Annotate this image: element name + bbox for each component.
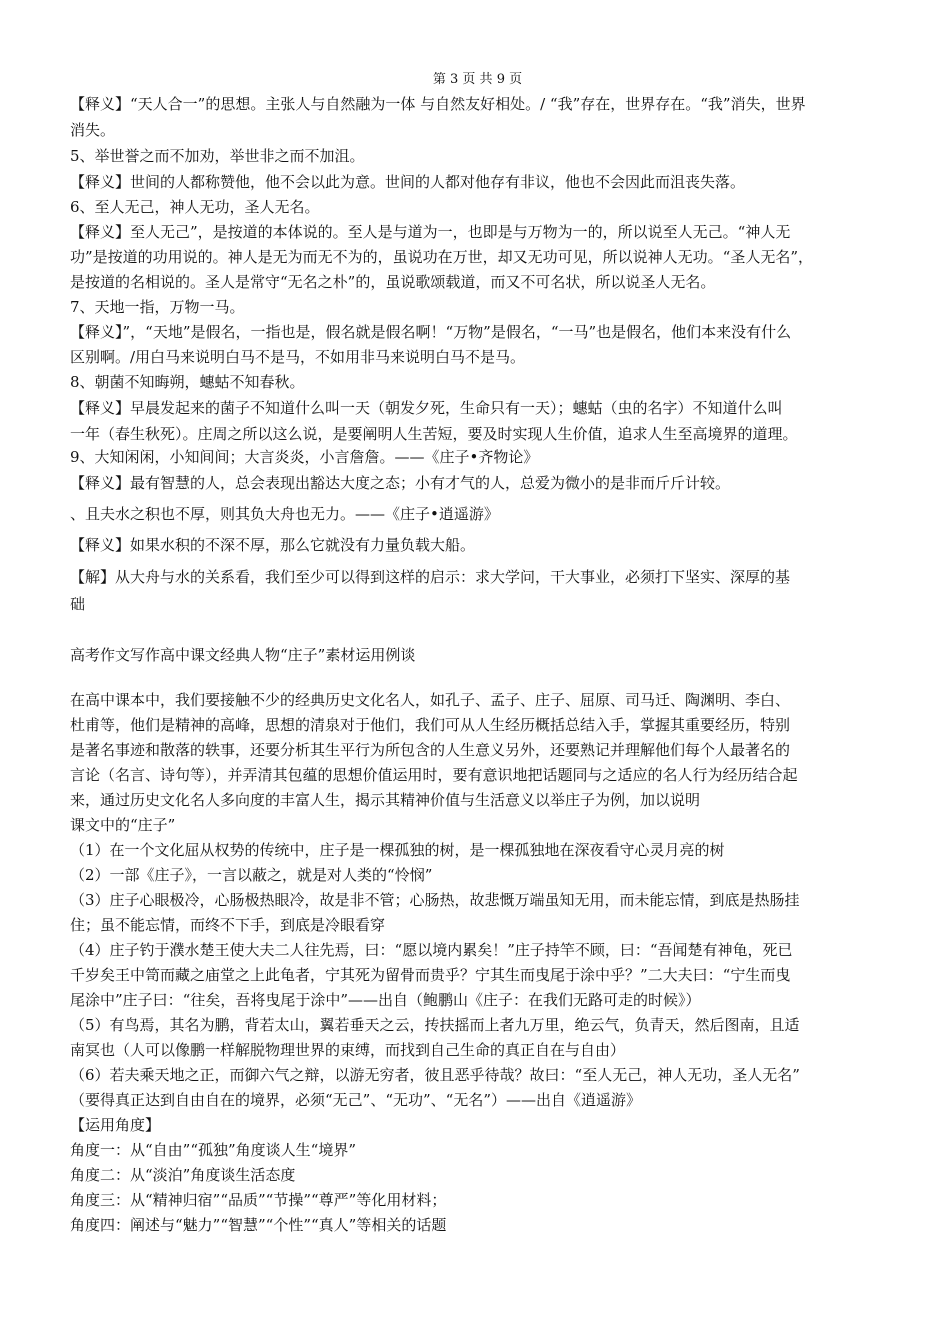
paragraph-line: 一年（春生秋死）。庄周之所以这么说，是要阐明人生苦短，要及时实现人生价值，追求人生至高境界的道理。 (70, 425, 798, 443)
paragraph-line: （6）若夫乘天地之正，而御六气之辩，以游无穷者，彼且恶乎待哉？故曰：“至人无己，神人无功，圣人无名” (70, 1066, 800, 1084)
paragraph-line: 7、天地一指，万物一马。 (70, 298, 245, 316)
paragraph-line: 【释义】至人无己”，是按道的本体说的。至人是与道为一，也即是与万物为一的，所以说至人无己。“神人无 (70, 223, 791, 241)
paragraph-line: 9、大知闲闲，小知间间；大言炎炎，小言詹詹。——《庄子•齐物论》 (70, 448, 539, 466)
paragraph-line: 8、朝菌不知晦朔，蟪蛄不知春秋。 (70, 373, 305, 391)
paragraph-line: （4）庄子钓于濮水楚王使大夫二人往先焉，曰：“愿以境内累矣！”庄子持竿不顾，曰：“吾闻楚有神龟，死已 (70, 941, 793, 959)
paragraph-line: 【解】从大舟与水的关系看，我们至少可以得到这样的启示：求大学问，干大事业，必须打下坚实、深厚的基 (70, 568, 791, 586)
paragraph-line: 【释义】”，“天地”是假名，一指也是，假名就是假名啊！“万物”是假名，“一马”也是假名，他们本来没有什么 (70, 323, 792, 341)
paragraph-line: 言论（名言、诗句等），并弄清其包蕴的思想价值运用时，要有意识地把话题同与之适应的名人行为经历结合起 (70, 766, 798, 784)
paragraph-line: 是著名事迹和散落的轶事，还要分析其生平行为所包含的人生意义另外，还要熟记并理解他们每个人最著名的 (70, 741, 791, 759)
paragraph-line: 在高中课本中，我们要接触不少的经典历史文化名人，如孔子、孟子、庄子、屈原、司马迁、陶渊明、李白、 (70, 691, 791, 709)
paragraph-line: 南冥也（人可以像鹏一样解脱物理世界的束缚，而找到自己生命的真正自在与自由） (70, 1041, 626, 1059)
paragraph-line: 【释义】早晨发起来的菌子不知道什么叫一天（朝发夕死，生命只有一天）；蟪蛄（虫的名字）不知道什么叫 (70, 399, 783, 417)
paragraph-line: 础 (70, 595, 86, 613)
paragraph-line: 【释义】世间的人都称赞他，他不会以此为意。世间的人都对他存有非议，他也不会因此而沮丧失落。 (70, 173, 746, 191)
paragraph-line: （要得真正达到自由自在的境界，必须“无己”、“无功”、“无名”）——出自《逍遥游》 (70, 1091, 642, 1109)
paragraph-line: 功”是按道的功用说的。神人是无为而无不为的，虽说功在万世，却又无功可见，所以说神人无功。“圣人无名”， (70, 248, 814, 266)
paragraph-line: 区别啊。/用白马来说明白马不是马，不如用非马来说明白马不是马。 (70, 348, 526, 366)
paragraph-line: 课文中的“庄子” (70, 816, 176, 834)
paragraph-line: 消失。 (70, 121, 116, 139)
paragraph-line: 【释义】“天人合一”的思想。主张人与自然融为一体 与自然友好相处。/ “我”存在，世界存在。“我”消失，世界 (70, 95, 806, 113)
paragraph-line: 5、举世誉之而不加劝，举世非之而不加沮。 (70, 147, 365, 165)
paragraph-line: 【释义】最有智慧的人，总会表现出豁达大度之态；小有才气的人，总爱为微小的是非而斤斤计较。 (70, 474, 731, 492)
paragraph-line: 来，通过历史文化名人多向度的丰富人生，揭示其精神价值与生活意义以举庄子为例，加以说明 (70, 791, 701, 809)
paragraph-line: 尾涂中”庄子曰：“往矣，吾将曳尾于涂中”——出自（鲍鹏山《庄子：在我们无路可走的时候》） (70, 991, 701, 1009)
paragraph-line: 【运用角度】 (70, 1116, 161, 1134)
paragraph-line: 住；虽不能忘情，而终不下手，到底是冷眼看穿 (70, 916, 386, 934)
paragraph-line: （3）庄子心眼极冷，心肠极热眼冷，故是非不管；心肠热，故悲慨万端虽知无用，而未能忘情，到底是热肠挂 (70, 891, 800, 909)
paragraph-line: （1）在一个文化屈从权势的传统中，庄子是一棵孤独的树，是一棵孤独地在深夜看守心灵月亮的树 (70, 841, 725, 859)
paragraph-line: 【释义】如果水积的不深不厚，那么它就没有力量负载大船。 (70, 536, 476, 554)
paragraph-line: 角度一：从“自由”“孤独”角度谈人生“境界” (70, 1141, 357, 1159)
paragraph-line: 、且夫水之积也不厚，则其负大舟也无力。——《庄子•逍遥游》 (70, 505, 499, 523)
paragraph-line: 是按道的名相说的。圣人是常守“无名之朴”的，虽说歌颂载道，而又不可名状，所以说圣人无名。 (70, 273, 716, 291)
paragraph-line: 6、至人无己，神人无功，圣人无名。 (70, 198, 320, 216)
paragraph-line: 角度二：从“淡泊”角度谈生活态度 (70, 1166, 296, 1184)
paragraph-line: （5）有鸟焉，其名为鹏，背若太山，翼若垂天之云，抟扶摇而上者九万里，绝云气，负青天，然后图南，且适 (70, 1016, 800, 1034)
section-title: 高考作文写作高中课文经典人物“庄子”素材运用例谈 (70, 646, 416, 664)
paragraph-line: 角度三：从“精神归宿”“品质”“节操”“尊严”等化用材料； (70, 1191, 447, 1209)
paragraph-line: 杜甫等，他们是精神的高峰，思想的清泉对于他们，我们可从人生经历概括总结入手，掌握其重要经历，特别 (70, 716, 791, 734)
paragraph-line: 千岁矣王中笥而藏之庙堂之上此龟者，宁其死为留骨而贵乎？宁其生而曳尾于涂中乎？”二大夫曰：“宁生而曳 (70, 966, 791, 984)
page-indicator: 第 3 页 共 9 页 (432, 72, 523, 87)
paragraph-line: （2）一部《庄子》，一言以蔽之，就是对人类的“怜悯” (70, 866, 433, 884)
paragraph-line: 角度四：阐述与“魅力”“智慧”“个性”“真人”等相关的话题 (70, 1216, 447, 1234)
